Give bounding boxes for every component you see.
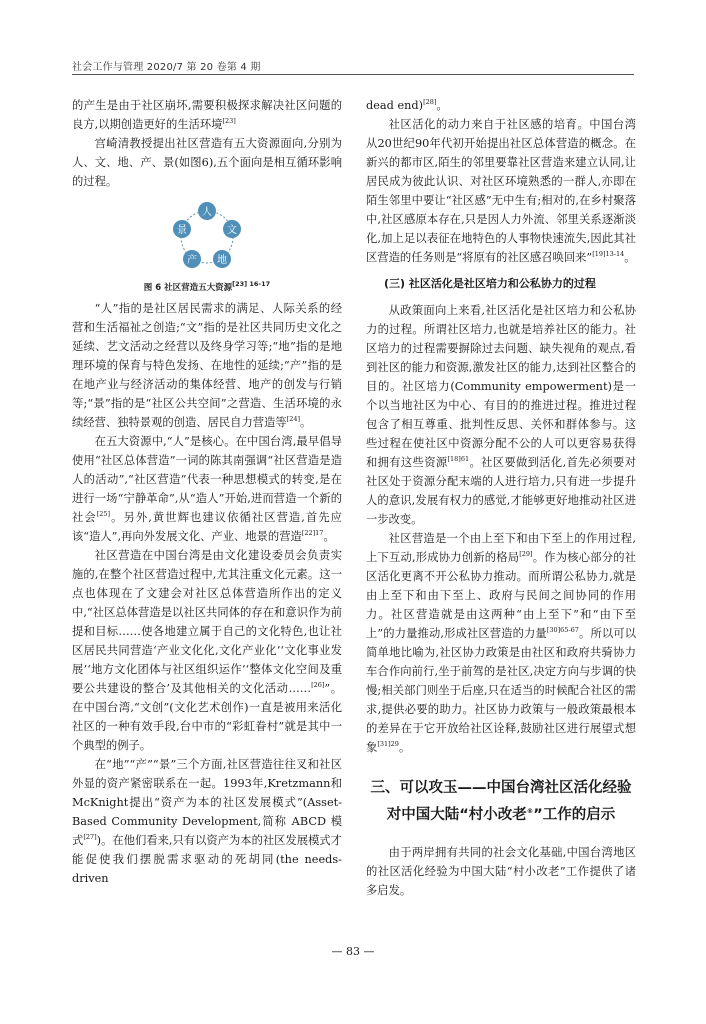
svg-text:人: 人 — [202, 207, 212, 218]
page-number: — 83 — — [331, 945, 375, 958]
paragraph: 在五大资源中,“人”是核心。在中国台湾,最早倡导使用“社区总体营造”一词的陈其南强调“社区营造是造人的活动”,“社区营造”代表一种思想模式的转变,是在进行一场“宁静革命”,从“造人”开始,进而营造一个新的社会[25]。另外,黄世辉也建议依循社区营造,首先应该“造人”,再向外发展文化、产业、地景的营造$^{[22]17}$。 — [72, 435, 342, 543]
node-wen — [223, 220, 241, 238]
paragraph: 的产生是由于社区崩坏,需要积极探求解决社区问题的良方,以期创造更好的生活环境[23] — [72, 99, 342, 131]
figure-caption: 图 6 社区营造五大资源$^{[23] 16-17}$ — [143, 280, 271, 293]
svg-text:产: 产 — [187, 255, 197, 266]
paragraph: 从政策面向上来看,社区活化是社区培力和公私协力的过程。所谓社区培力,也就是培养社区的能力。社区培力的过程需要摒除过去问题、缺失视角的观点,看到社区的能力和资源,激发社区的能力,达到社区整合的目的。社区培力(Community empowerment)是一个以当地社区为中心、有目的的推进过程。推进过程包含了相互尊重、批判性反思、关怀和群体参与。这些过程在使社区中资源分配不公的人可以更容易获得和拥有这些资源$^{[18]61}$。社区要做到活化,首先必须要对社区处于资源分配末端的人进行培力,只有进一步提升人的意识,发展有权力的感觉,才能够更好地推动社区进一步改变。 — [366, 304, 636, 526]
paragraph: “人”指的是社区居民需求的满足、人际关系的经营和生活福祉之创造;“文”指的是社区共同历史文化之延续、艺文活动之经营以及终身学习等;“地”指的是地理环境的保育与特色发扬、在地性的延续;“产”指的是在地产业与经济活动的集体经营、地产的创发与行销等;“景”指的是“社区公共空间”之营造、生活环境的永续经营、独特景观的创造、居民自力营造等[24]。 — [72, 302, 342, 429]
paragraph: 宫崎清教授提出社区营造有五大资源面向,分别为人、文、地、产、景(如图6),五个面向是相互循环影响的过程。 — [72, 137, 342, 188]
subsection-heading: (三) 社区活化是社区培力和公私协力的过程 — [384, 277, 596, 290]
paragraph: 社区活化的动力来自于社区感的培育。中国台湾从20世纪90年代初开始提出社区总体营造的概念。在新兴的都市区,陌生的邻里要靠社区营造来建立认同,让居民成为彼此认识、对社区环境熟悉的一群人,亦即在陌生邻里中要让“社区感”无中生有;相对的,在乡村聚落中,社区感原本存在,只是因人力外流、邻里关系逐渐淡化,加上足以表征在地特色的人事物快速流失,因此其社区营造的任务则是“将原有的社区感召唤回来”$^{[19]13-14}$。 — [366, 118, 636, 264]
svg-text:文: 文 — [227, 225, 237, 236]
right-column — [366, 96, 636, 900]
node-ren — [198, 202, 216, 220]
svg-text:景: 景 — [177, 225, 187, 236]
paragraph: dead end)[28]。 — [366, 98, 448, 112]
left-column — [72, 96, 342, 888]
paragraph: 社区营造在中国台湾是由文化建设委员会负责实施的,在整个社区营造过程中,尤其注重文化元素。这一点也体现在了文建会对社区总体营造所作出的定义中,“社区总体营造是以社区共同体的存在和意识作为前提和目标……使各地建立属于自己的文化特色,也让社区居民共同营造‘产业文化化,文化产业化’‘文化事业发展’‘地方文化团体与社区组织运作’‘整体文化空间及重要公共建设的整合’及其他相关的文化活动……[26]”。在中国台湾,“文创”(文化艺术创作)一直是被用来活化社区的一种有效手段,台中市的“彩虹眷村”就是其中一个典型的例子。 — [72, 549, 342, 752]
section-heading: 三、可以攻玉——中国台湾社区活化经验 对中国大陆“村小改老®”工作的启示 — [370, 780, 632, 823]
svg-text:地: 地 — [217, 255, 227, 266]
paragraph: 由于两岸拥有共同的社会文化基础,中国台湾地区的社区活化经验为中国大陆“村小改老”工作提供了诸多启发。 — [366, 846, 636, 897]
node-jing — [173, 220, 191, 238]
header-rule — [72, 74, 634, 75]
paragraph: 在“地”“产”“景”三个方面,社区营造往往叉和社区外显的资产紧密联系在一起。1993年,Kretzmann和McKnight提出“资产为本的社区发展模式”(Asset-Based Community Development,简称 ABCD 模式[27])。在他们看来,只有以资产为本的社区发展模式才能促使我们摆脱需求驱动的死胡同(the needs-driven — [72, 758, 342, 885]
figure-five-resources — [72, 199, 342, 293]
five-resources-diagram — [167, 199, 247, 275]
node-di — [213, 250, 231, 268]
running-head: 社会工作与管理 2020/7 第 20 卷第 4 期 — [72, 62, 261, 73]
node-chan — [183, 250, 201, 268]
paragraph: 社区营造是一个由上至下和由下至上的作用过程,上下互动,形成协力创新的格局[29]。作为核心部分的社区活化更离不开公私协力推动。而所谓公私协力,就是由上至下和由下至上、政府与民间之间协同的作用力。社区营造就是由这两种“由上至下”和“由下至上”的力量推动,形成社区营造的力量$^{[30]65-67}$。所以可以简单地比喻为,社区协力政策是由社区和政府共骑协力车合作向前行,坐于前驾的是社区,决定方向与步调的快慢;相关部门则坐于后座,只在适当的时候配合社区的需求,提供必要的助力。社区协力政策与一般政策最根本的差异在于它开放给社区诠释,鼓励社区进行展望式想象$^{[31]29}$。 — [366, 532, 636, 754]
